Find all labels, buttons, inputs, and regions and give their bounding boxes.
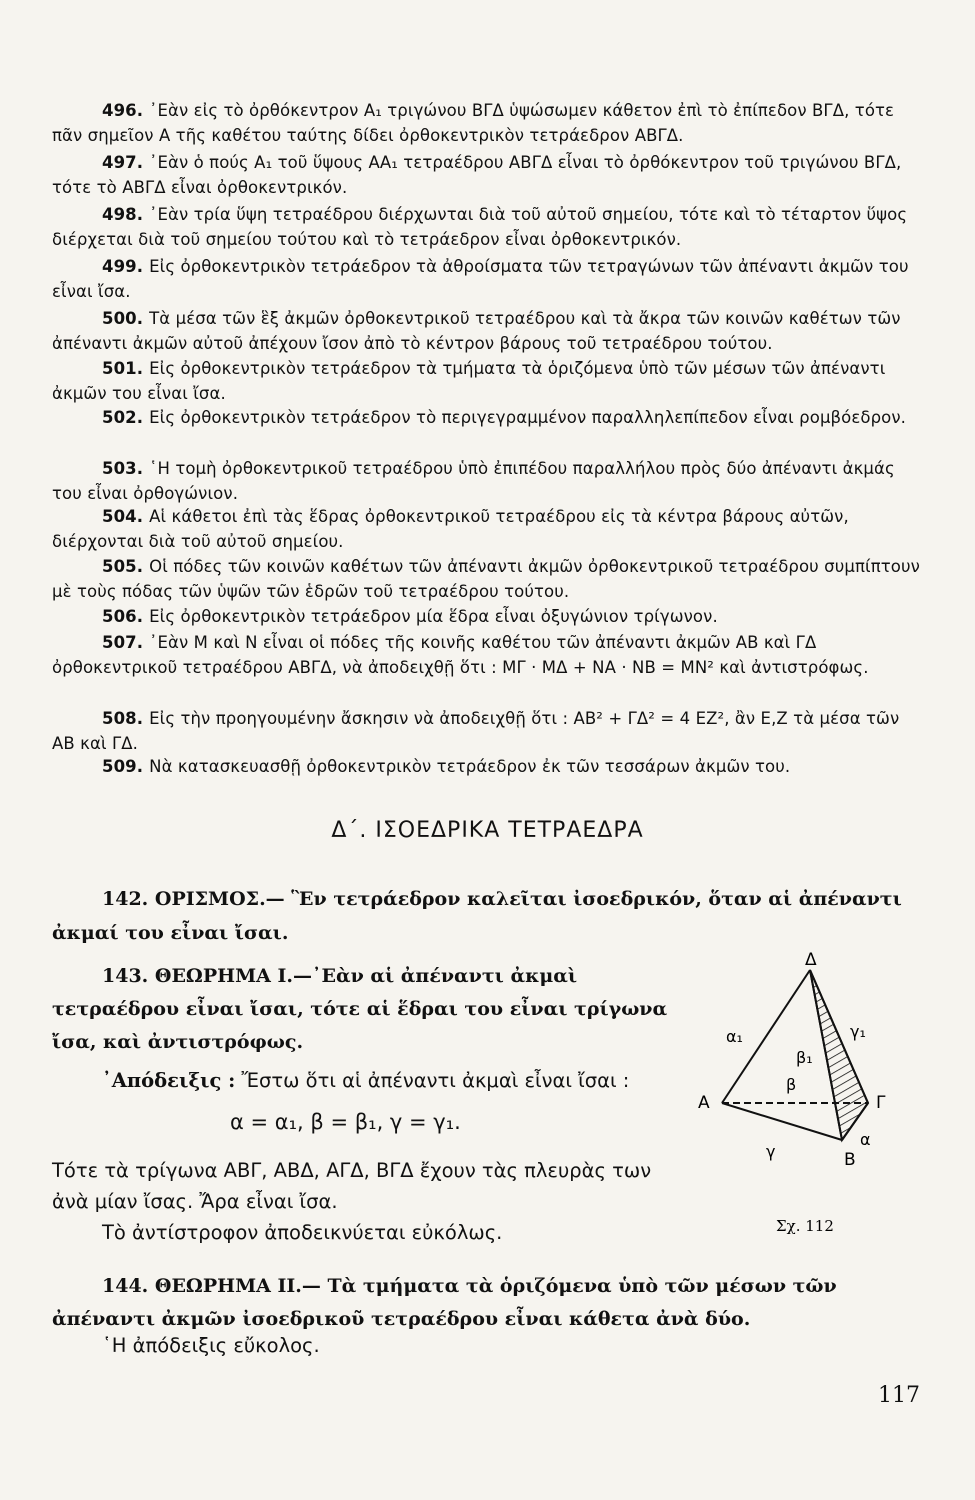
- exercise-504: [52, 504, 922, 554]
- conclusion-text: Τότε τὰ τρίγωνα ΑΒΓ, ΑΒΔ, ΑΓΔ, ΒΓΔ ἔχουν τὰς πλευρὰς των ἀνὰ μίαν ἴσας. Ἄρα εἶναι ἴσα.: [52, 1159, 652, 1213]
- theorem-number: 143. ΘΕΩΡΗΜΑ Ι.—: [102, 965, 312, 987]
- exercise-number: 499.: [102, 257, 144, 276]
- conclusion-block: [52, 1155, 692, 1248]
- exercise-number: 500.: [102, 309, 144, 328]
- label-gamma1: γ₁: [850, 1022, 866, 1041]
- exercise-text: ᾿Εὰν εἰς τὸ ὀρθόκεντρον Α₁ τριγώνου ΒΓΔ ὑψώσωμεν κάθετον ἐπὶ τὸ ἐπίπεδον ΒΓΔ, τότε πᾶν σημεῖον Α τῆς καθέτου ταύτης δίδει ὀρθοκεντρικὸν τετράεδρον ΑΒΓΔ.: [52, 101, 895, 145]
- label-A: Α: [698, 1093, 710, 1113]
- proof-text: Ἔστω ὅτι αἱ ἀπέναντι ἀκμαὶ εἶναι ἴσαι :: [235, 1069, 630, 1092]
- proof2-text: ῾Η ἀπόδειξις εὔκολος.: [102, 1334, 320, 1357]
- exercise-number: 506.: [102, 607, 144, 626]
- page-number: 117: [878, 1383, 920, 1408]
- exercise-506: [52, 604, 922, 629]
- label-gamma-vertex: Γ: [876, 1093, 886, 1113]
- exercise-number: 502.: [102, 408, 144, 427]
- exercise-text: Εἰς ὀρθοκεντρικὸν τετράεδρον τὰ τμήματα τὰ ὁριζόμενα ὑπὸ τῶν μέσων τῶν ἀπέναντι ἀκμῶν του εἶναι ἴσα.: [52, 359, 886, 403]
- exercise-number: 501.: [102, 359, 144, 378]
- label-beta1: β₁: [796, 1048, 813, 1067]
- label-delta: Δ: [805, 950, 817, 970]
- exercise-number: 505.: [102, 557, 144, 576]
- exercise-text: Αἱ κάθετοι ἐπὶ τὰς ἕδρας ὀρθοκεντρικοῦ τετραέδρου εἰς τὰ κέντρα βάρους αὐτῶν, διέρχονται διὰ τοῦ αὐτοῦ σημείου.: [52, 507, 849, 551]
- exercise-text: Νὰ κατασκευασθῇ ὀρθοκεντρικὸν τετράεδρον ἐκ τῶν τεσσάρων ἀκμῶν του.: [149, 757, 791, 776]
- theorem-text: ᾿Εὰν αἱ ἀπέναντι ἀκμαὶ τετραέδρου εἶναι ἴσαι, τότε αἱ ἕδραι του εἶναι τρίγωνα ἴσα, καὶ ἀντιστρόφως.: [52, 965, 668, 1053]
- label-alpha: α: [860, 1130, 871, 1149]
- exercise-508: [52, 706, 922, 756]
- exercise-text: ῾Η τομὴ ὀρθοκεντρικοῦ τετραέδρου ὑπὸ ἐπιπέδου παραλλήλου πρὸς δύο ἀπέναντι ἀκμάς του εἶναι ὀρθογώνιον.: [52, 459, 895, 503]
- exercise-505: [52, 554, 922, 604]
- label-alpha1: α₁: [726, 1027, 743, 1046]
- exercise-text: ᾿Εὰν Μ καὶ Ν εἶναι οἱ πόδες τῆς κοινῆς καθέτου τῶν ἀπέναντι ἀκμῶν ΑΒ καὶ ΓΔ ὀρθοκεντρικοῦ τετραέδρου ΑΒΓΔ, νὰ ἀποδειχθῇ ὅτι : ΜΓ · ΜΔ + ΝΑ · ΝΒ = ΜΝ² καὶ ἀντιστρόφως.: [52, 633, 869, 677]
- exercise-number: 509.: [102, 757, 144, 776]
- proof-paragraph: [52, 1065, 692, 1096]
- equality-equations: α = α₁, β = β₁, γ = γ₁.: [230, 1110, 461, 1134]
- definition-text: Ἓν τετράεδρον καλεῖται ἰσοεδρικόν, ὅταν αἱ ἀπέναντι ἀκμαί του εἶναι ἴσαι.: [52, 888, 902, 944]
- converse-text: Τὸ ἀντίστροφον ἀποδεικνύεται εὐκόλως.: [102, 1221, 503, 1244]
- exercise-text: Τὰ μέσα τῶν ἓξ ἀκμῶν ὀρθοκεντρικοῦ τετραέδρου καὶ τὰ ἄκρα τῶν κοινῶν καθέτων τῶν ἀπέναντι ἀκμῶν αὐτοῦ ἀπέχουν ἴσον ἀπὸ τὸ κέντρον βάρους τοῦ τετραέδρου τούτου.: [52, 309, 901, 353]
- definition-number: 142. ΟΡΙΣΜΟΣ.—: [102, 888, 285, 910]
- label-B: Β: [844, 1150, 856, 1170]
- exercise-498: [52, 202, 922, 252]
- exercise-499: [52, 254, 922, 304]
- exercise-496: [52, 98, 922, 148]
- exercise-502: [52, 405, 922, 430]
- theorem-143: [52, 960, 682, 1059]
- section-title: Δ΄. ΙΣΟΕΔΡΙΚΑ ΤΕΤΡΑΕΔΡΑ: [331, 818, 644, 843]
- exercise-text: Εἰς ὀρθοκεντρικὸν τετράεδρον τὰ ἀθροίσματα τῶν τετραγώνων τῶν ἀπέναντι ἀκμῶν του εἶναι ἴσα.: [52, 257, 909, 301]
- exercise-text: Εἰς ὀρθοκεντρικὸν τετράεδρον τὸ περιγεγραμμένον παραλληλεπίπεδον εἶναι ρομβόεδρον.: [149, 408, 907, 427]
- exercise-509: [52, 754, 922, 779]
- exercise-507: [52, 630, 922, 680]
- tetrahedron-figure: [690, 945, 930, 1245]
- exercise-text: Εἰς ὀρθοκεντρικὸν τετράεδρον μία ἕδρα εἶναι ὀξυγώνιον τρίγωνον.: [149, 607, 718, 626]
- proof-lead: ᾿Απόδειξις :: [102, 1069, 236, 1092]
- exercise-text: ᾿Εὰν τρία ὕψη τετραέδρου διέρχωνται διὰ τοῦ αὐτοῦ σημείου, τότε καὶ τὸ τέταρτον ὕψος διέρχεται διὰ τοῦ σημείου τούτου καὶ τὸ τετράεδρον εἶναι ὀρθοκεντρικόν.: [52, 205, 908, 249]
- exercise-500: [52, 306, 922, 356]
- exercise-text: Εἰς τὴν προηγουμένην ἄσκησιν νὰ ἀποδειχθῇ ὅτι : ΑΒ² + ΓΔ² = 4 ΕΖ², ἂν Ε,Ζ τὰ μέσα τῶν ΑΒ καὶ ΓΔ.: [52, 709, 900, 753]
- exercise-number: 507.: [102, 633, 144, 652]
- exercise-number: 508.: [102, 709, 144, 728]
- exercise-number: 504.: [102, 507, 144, 526]
- exercise-number: 497.: [102, 153, 144, 172]
- exercise-503: [52, 456, 922, 506]
- definition-142: [52, 882, 920, 950]
- theorem-number: 144. ΘΕΩΡΗΜΑ ΙΙ.—: [102, 1275, 321, 1297]
- edge-AB: [722, 1103, 842, 1140]
- exercise-text: ᾿Εὰν ὁ πούς Α₁ τοῦ ὕψους ΑΑ₁ τετραέδρου ΑΒΓΔ εἶναι τὸ ὀρθόκεντρον τοῦ τριγώνου ΒΓΔ, τότε τὸ ΑΒΓΔ εἶναι ὀρθοκεντρικόν.: [52, 153, 902, 197]
- figure-caption: Σχ. 112: [776, 1217, 834, 1235]
- exercise-number: 498.: [102, 205, 144, 224]
- theorem-text: Τὰ τμήματα τὰ ὁριζόμενα ὑπὸ τῶν μέσων τῶν ἀπέναντι ἀκμῶν ἰσοεδρικοῦ τετραέδρου εἶναι κάθετα ἀνὰ δύο.: [52, 1275, 837, 1330]
- theorem-144: [52, 1270, 922, 1336]
- exercise-497: [52, 150, 922, 200]
- exercise-number: 503.: [102, 459, 144, 478]
- label-beta: β: [786, 1075, 797, 1094]
- exercise-501: [52, 356, 922, 406]
- exercise-text: Οἱ πόδες τῶν κοινῶν καθέτων τῶν ἀπέναντι ἀκμῶν ὀρθοκεντρικοῦ τετραέδρου συμπίπτουν μὲ τοὺς πόδας τῶν ὑψῶν τῶν ἑδρῶν τοῦ τετραέδρου τούτου.: [52, 557, 920, 601]
- exercise-number: 496.: [102, 101, 144, 120]
- label-gamma: γ: [766, 1142, 776, 1161]
